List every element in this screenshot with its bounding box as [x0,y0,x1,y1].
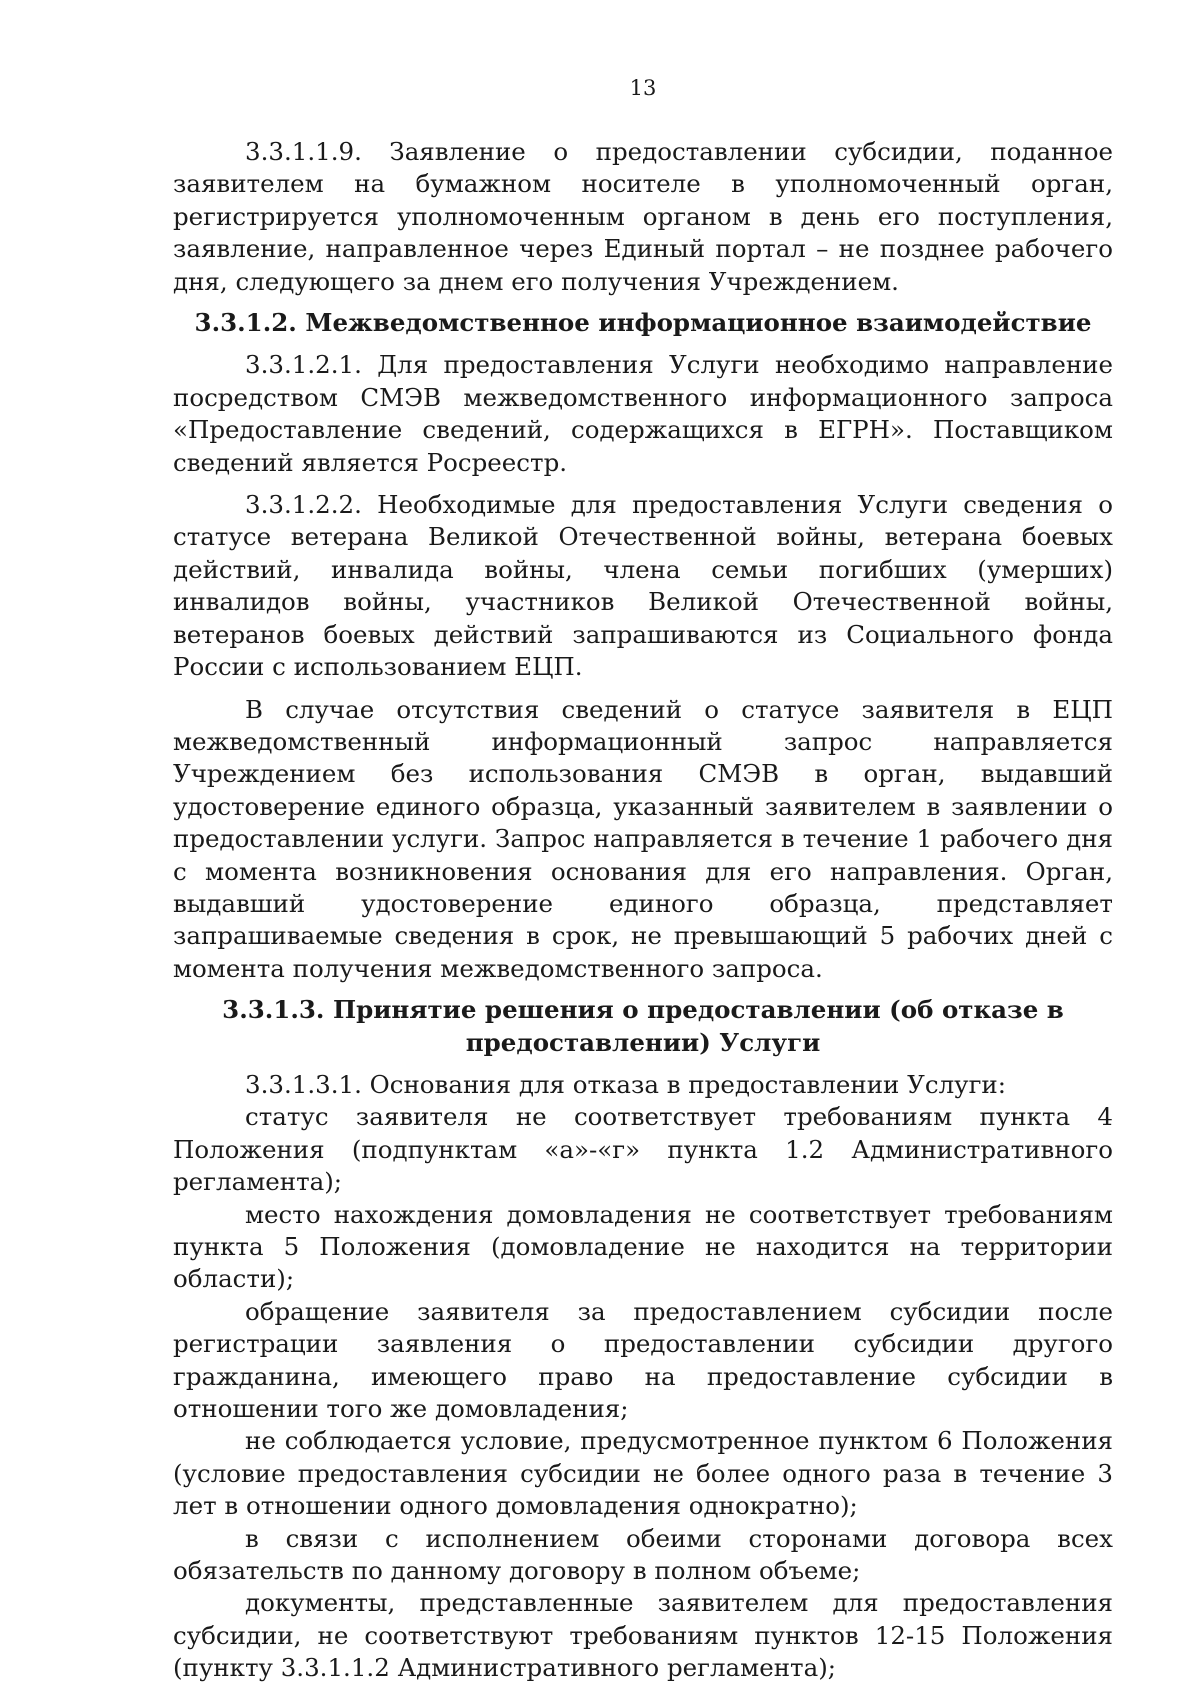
paragraph-no-status-case: В случае отсутствия сведений о статусе заявителя в ЕЦП межведомственный информационный запрос направляется Учреждением без использования СМЭВ в орган, выдавший удостоверение единого образца, указанный заявителем в заявлении о предоставлении услуги. Запрос направляется в течение 1 рабочего дня с момента возникновения основания для его направления. Орган, выдавший удостоверение единого образца, представляет запрашиваемые сведения в срок, не превышающий 5 рабочих дней с момента получения межведомственного запроса. [173,694,1113,983]
refusal-ground-frequency: не соблюдается условие, предусмотренное пунктом 6 Положения (условие предоставления субсидии не более одного раза в течение 3 лет в отношении одного домовладения однократно); [173,1426,1113,1521]
refusal-ground-status: статус заявителя не соответствует требованиям пункта 4 Положения (подпунктам «а»-«г» пункта 1.2 Административного регламента); [173,1102,1113,1197]
paragraph-3-3-1-2-2: 3.3.1.2.2. Необходимые для предоставления Услуги сведения о статусе ветерана Великой Отечественной войны, ветерана боевых действий, инвалида войны, члена семьи погибших (умерших) инвалидов войны, участников Великой Отечественной войны, ветеранов боевых действий запрашиваются из Социального фонда России с использованием ЕЦП. [173,490,1113,682]
refusal-ground-documents: документы, представленные заявителем для предоставления субсидии, не соответствуют требованиям пунктов 12-15 Положения (пункту 3.3.1.1.2 Административного регламента); [173,1588,1113,1683]
page-number: 13 [629,76,657,100]
paragraph-3-3-1-2-1: 3.3.1.2.1. Для предоставления Услуги необходимо направление посредством СМЭВ межведомственного информационного запроса «Предоставление сведений, содержащихся в ЕГРН». Поставщиком сведений является Росреестр. [173,350,1113,477]
refusal-ground-duplicate: обращение заявителя за предоставлением субсидии после регистрации заявления о предоставлении субсидии другого гражданина, имеющего право на предоставление субсидии в отношении того же домовладения; [173,1296,1113,1424]
section-heading-3-3-1-3 [173,994,1113,1059]
section-heading-line-2: предоставлении) Услуги [465,1027,821,1057]
refusal-ground-location: место нахождения домовладения не соответствует требованиям пункта 5 Положения (домовладение не находится на территории области); [173,1199,1113,1294]
section-heading-line-1: 3.3.1.3. Принятие решения о предоставлении (об отказе в [222,995,1064,1025]
section-heading-3-3-1-2: 3.3.1.2. Межведомственное информационное взаимодействие [194,308,1092,338]
paragraph-3-3-1-3-1: 3.3.1.3.1. Основания для отказа в предоставлении Услуги: [245,1069,1006,1099]
document-body [173,136,1113,1685]
refusal-ground-contract: в связи с исполнением обеими сторонами договора всех обязательств по данному договору в полном объеме; [173,1523,1113,1586]
paragraph-3-3-1-1-9: 3.3.1.1.9. Заявление о предоставлении субсидии, поданное заявителем на бумажном носителе в уполномоченный орган, регистрируется уполномоченным органом в день его поступления, заявление, направленное через Единый портал – не позднее рабочего дня, следующего за днем его получения Учреждением. [173,137,1113,296]
